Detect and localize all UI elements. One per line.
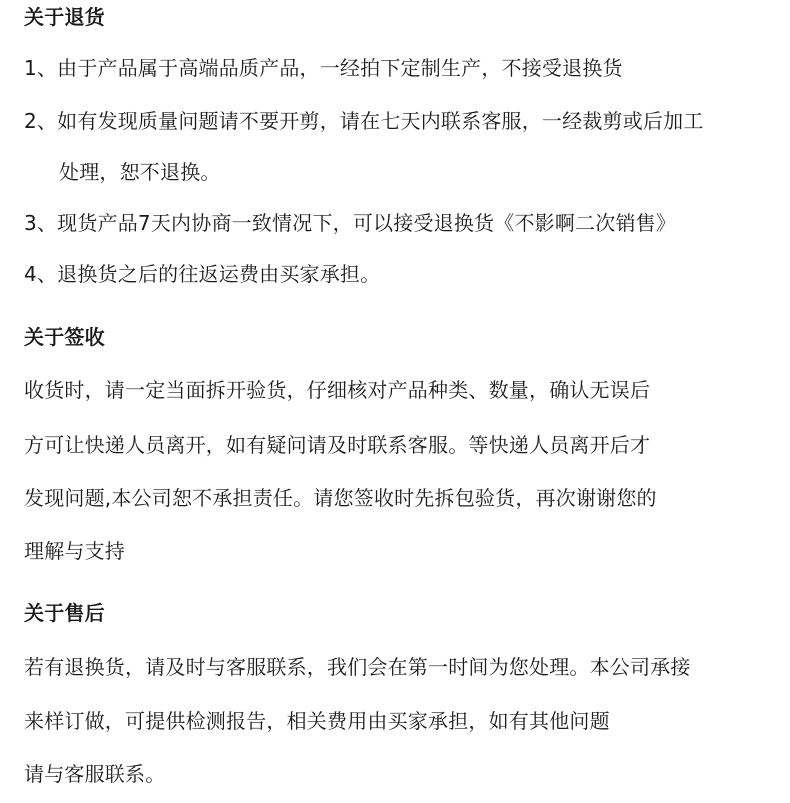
signing-line-1: 收货时，请一定当面拆开验货，仔细核对产品种类、数量，确认无误后 [24,378,651,402]
after-sales-line-1: 若有退换货，请及时与客服联系，我们会在第一时间为您处理。本公司承接 [24,655,691,679]
returns-item-2-continued: 处理，恕不退换。 [59,160,221,184]
signing-line-2: 方可让快递人员离开，如有疑问请及时联系客服。等快递人员离开后才 [24,433,651,457]
returns-item-2: 2、如有发现质量问题请不要开剪，请在七天内联系客服，一经裁剪或后加工 [24,109,704,133]
returns-item-3: 3、现货产品7天内协商一致情况下，可以接受退换货《不影啊二次销售》 [24,211,677,235]
returns-item-1: 1、由于产品属于高端品质产品，一经拍下定制生产，不接受退换货 [24,56,623,80]
after-sales-heading: 关于售后 [24,601,105,625]
returns-heading: 关于退货 [24,5,105,29]
signing-line-4: 理解与支持 [24,539,125,563]
after-sales-line-2: 来样订做，可提供检测报告，相关费用由买家承担，如有其他问题 [24,709,610,733]
signing-heading: 关于签收 [24,325,105,349]
after-sales-line-3: 请与客服联系。 [24,762,166,786]
returns-item-4: 4、退换货之后的往返运费由买家承担。 [24,262,381,286]
signing-line-3: 发现问题,本公司恕不承担责任。请您签收时先拆包验货，再次谢谢您的 [24,486,657,510]
